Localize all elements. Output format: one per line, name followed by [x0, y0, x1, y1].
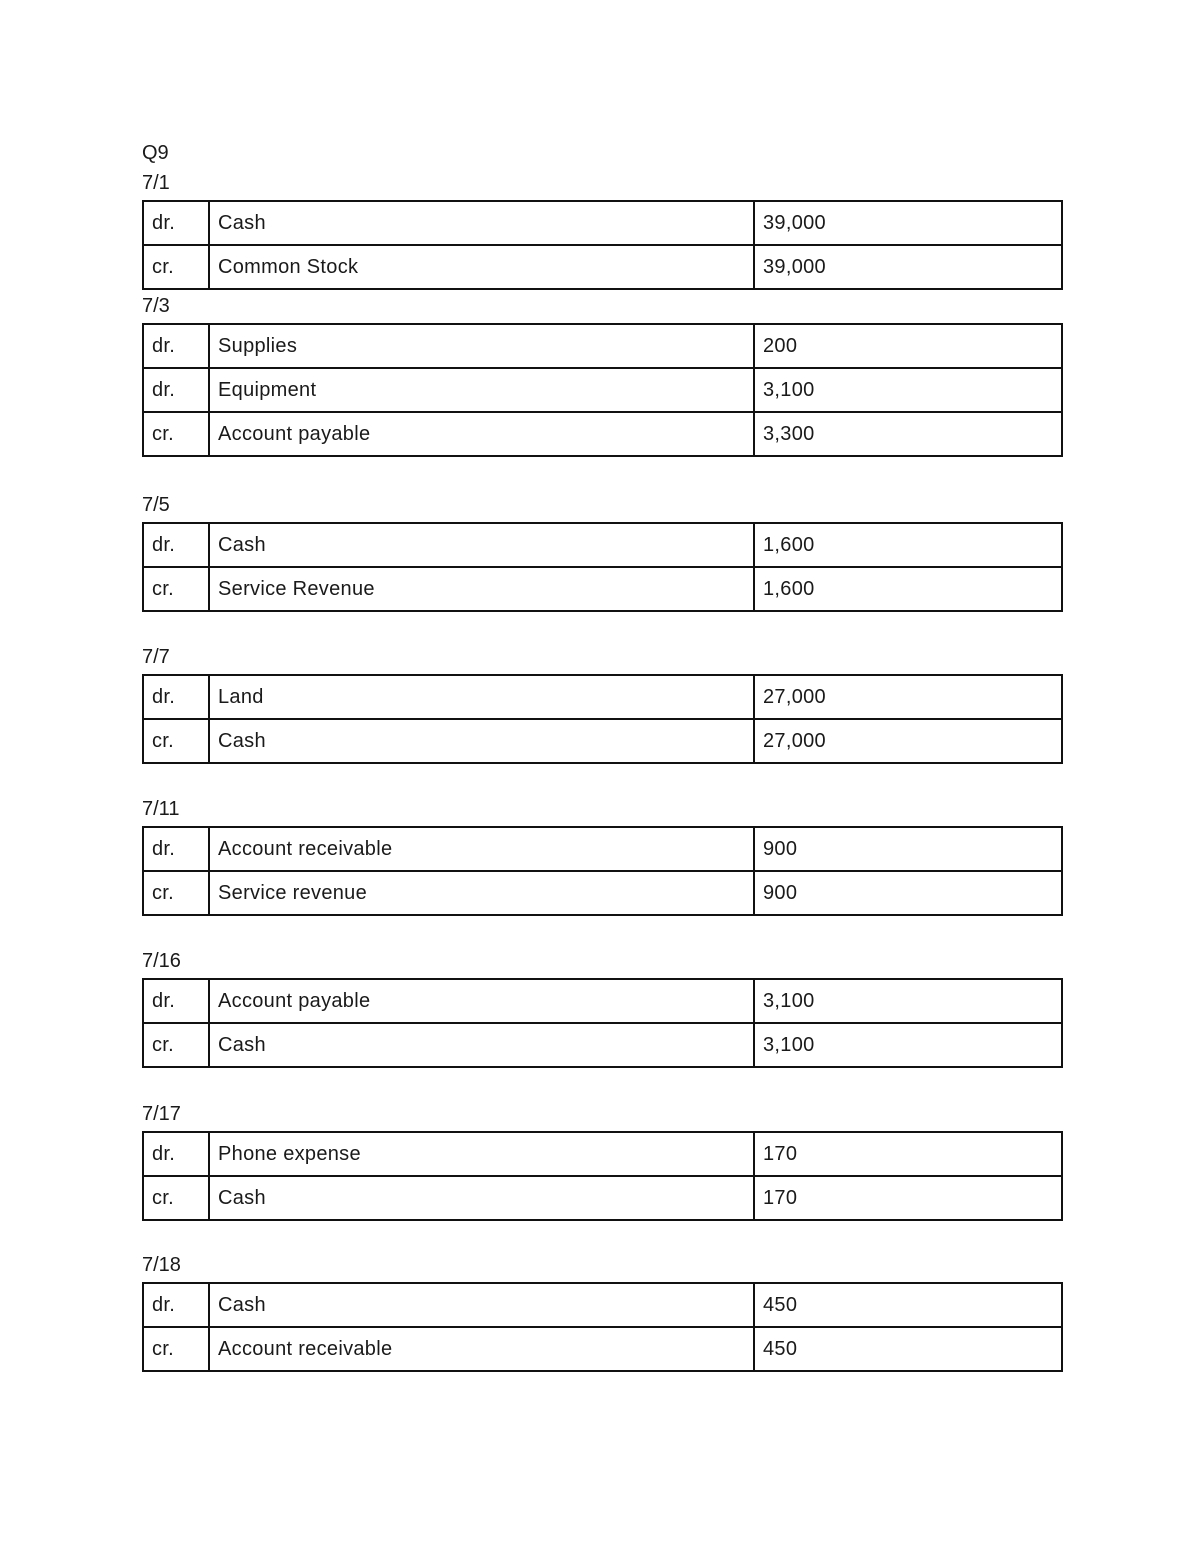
side-cell: cr. — [143, 1327, 209, 1371]
side-cell: dr. — [143, 827, 209, 871]
amount-cell: 450 — [754, 1283, 1062, 1327]
journal-table — [142, 978, 1063, 1068]
journal-entry — [142, 645, 1061, 764]
entry-date: 7/5 — [142, 494, 170, 516]
account-cell: Account receivable — [209, 827, 754, 871]
table-row — [143, 567, 1062, 611]
amount-cell: 39,000 — [754, 201, 1062, 245]
side-cell: dr. — [143, 201, 209, 245]
account-cell: Service revenue — [209, 871, 754, 915]
journal-table — [142, 323, 1063, 457]
entry-date: 7/1 — [142, 172, 170, 194]
account-cell: Cash — [209, 523, 754, 567]
table-row — [143, 1023, 1062, 1067]
table-row — [143, 245, 1062, 289]
table-row — [143, 827, 1062, 871]
side-cell: cr. — [143, 719, 209, 763]
journal-entry — [142, 171, 1061, 290]
journal-table — [142, 522, 1063, 612]
table-row — [143, 368, 1062, 412]
amount-cell: 3,100 — [754, 979, 1062, 1023]
account-cell: Cash — [209, 1023, 754, 1067]
amount-cell: 3,100 — [754, 368, 1062, 412]
table-row — [143, 1176, 1062, 1220]
journal-table — [142, 1282, 1063, 1372]
journal-entry — [142, 1102, 1061, 1221]
side-cell: dr. — [143, 1283, 209, 1327]
side-cell: cr. — [143, 567, 209, 611]
amount-cell: 900 — [754, 827, 1062, 871]
table-row — [143, 675, 1062, 719]
journal-entry — [142, 493, 1061, 612]
table-row — [143, 201, 1062, 245]
journal-entry — [142, 294, 1061, 457]
account-cell: Cash — [209, 1283, 754, 1327]
side-cell: cr. — [143, 1023, 209, 1067]
account-cell: Service Revenue — [209, 567, 754, 611]
table-row — [143, 1327, 1062, 1371]
side-cell: cr. — [143, 412, 209, 456]
account-cell: Cash — [209, 719, 754, 763]
amount-cell: 1,600 — [754, 567, 1062, 611]
side-cell: cr. — [143, 1176, 209, 1220]
amount-cell: 39,000 — [754, 245, 1062, 289]
amount-cell: 3,100 — [754, 1023, 1062, 1067]
side-cell: dr. — [143, 523, 209, 567]
side-cell: dr. — [143, 324, 209, 368]
account-cell: Cash — [209, 1176, 754, 1220]
table-row — [143, 324, 1062, 368]
side-cell: dr. — [143, 1132, 209, 1176]
table-row — [143, 871, 1062, 915]
account-cell: Account payable — [209, 979, 754, 1023]
journal-table — [142, 826, 1063, 916]
side-cell: dr. — [143, 368, 209, 412]
table-row — [143, 1132, 1062, 1176]
side-cell: dr. — [143, 979, 209, 1023]
account-cell: Supplies — [209, 324, 754, 368]
amount-cell: 1,600 — [754, 523, 1062, 567]
table-row — [143, 719, 1062, 763]
entry-date: 7/16 — [142, 950, 181, 972]
journal-entry — [142, 1253, 1061, 1372]
account-cell: Common Stock — [209, 245, 754, 289]
table-row — [143, 412, 1062, 456]
table-row — [143, 523, 1062, 567]
side-cell: dr. — [143, 675, 209, 719]
question-label: Q9 — [142, 142, 169, 164]
account-cell: Land — [209, 675, 754, 719]
amount-cell: 27,000 — [754, 675, 1062, 719]
amount-cell: 200 — [754, 324, 1062, 368]
side-cell: cr. — [143, 245, 209, 289]
journal-table — [142, 1131, 1063, 1221]
amount-cell: 170 — [754, 1132, 1062, 1176]
journal-table — [142, 674, 1063, 764]
amount-cell: 3,300 — [754, 412, 1062, 456]
amount-cell: 170 — [754, 1176, 1062, 1220]
journal-entry — [142, 797, 1061, 916]
entry-date: 7/17 — [142, 1103, 181, 1125]
amount-cell: 900 — [754, 871, 1062, 915]
account-cell: Account payable — [209, 412, 754, 456]
table-row — [143, 979, 1062, 1023]
table-row — [143, 1283, 1062, 1327]
journal-table — [142, 200, 1063, 290]
amount-cell: 27,000 — [754, 719, 1062, 763]
account-cell: Account receivable — [209, 1327, 754, 1371]
amount-cell: 450 — [754, 1327, 1062, 1371]
entry-date: 7/18 — [142, 1254, 181, 1276]
journal-entry — [142, 949, 1061, 1068]
entry-date: 7/7 — [142, 646, 170, 668]
side-cell: cr. — [143, 871, 209, 915]
account-cell: Cash — [209, 201, 754, 245]
entry-date: 7/3 — [142, 295, 170, 317]
entry-date: 7/11 — [142, 798, 180, 820]
account-cell: Phone expense — [209, 1132, 754, 1176]
account-cell: Equipment — [209, 368, 754, 412]
